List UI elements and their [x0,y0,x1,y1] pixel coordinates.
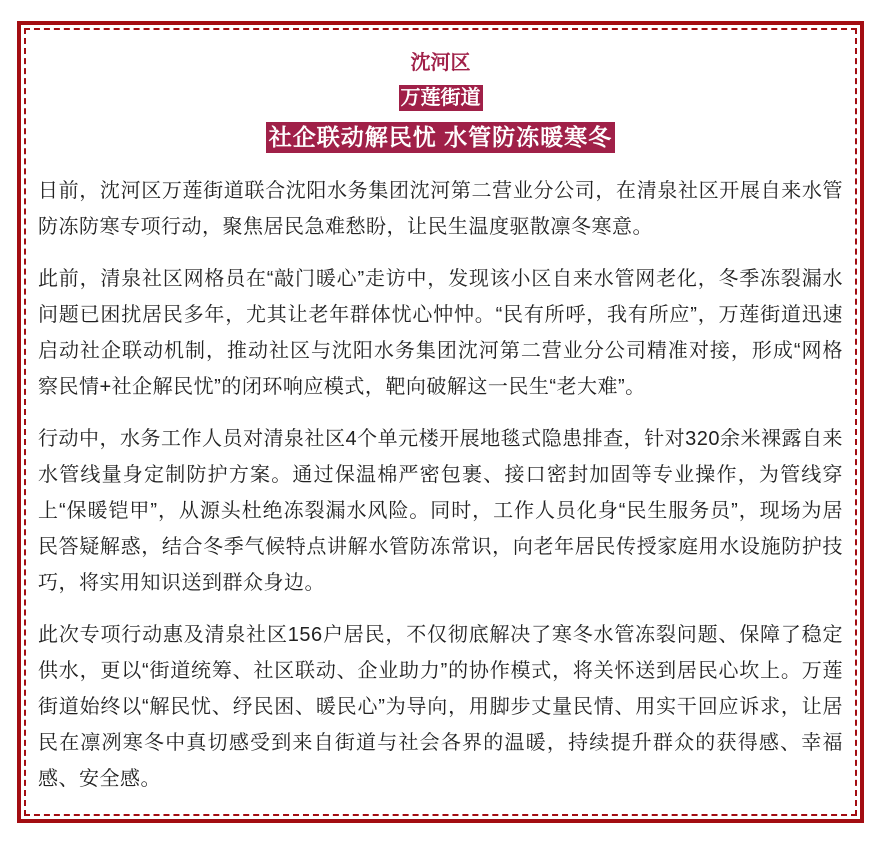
article-content [26,30,855,815]
street-title-row [38,85,843,111]
headline-row [38,122,843,153]
paragraph-3: 行动中，水务工作人员对清泉社区4个单元楼开展地毯式隐患排查，针对320余米裸露自来水管线量身定制防护方案。通过保温棉严密包裹、接口密封加固等专业操作，为管线穿上“保暖铠甲”，从源头杜绝冻裂漏水风险。同时，工作人员化身“民生服务员”，现场为居民答疑解惑，结合冬季气候特点讲解水管防冻常识，向老年居民传授家庭用水设施防护技巧，将实用知识送到群众身边。 [38,428,843,594]
article-body [38,173,843,797]
headline-badge: 社企联动解民忧 水管防冻暖寒冬 [266,122,615,153]
paragraph-4: 此次专项行动惠及清泉社区156户居民，不仅彻底解决了寒冬水管冻裂问题、保障了稳定供水，更以“街道统筹、社区联动、企业助力”的协作模式，将关怀送到居民心坎上。万莲街道始终以“解民忧、纾民困、暖民心”为导向，用脚步丈量民情、用实干回应诉求，让居民在凛冽寒冬中真切感受到来自街道与社会各界的温暖，持续提升群众的获得感、幸福感、安全感。 [38,624,843,790]
district-title: 沈河区 [410,52,471,74]
article-dashed-frame [24,28,857,816]
article-title-block [38,52,843,153]
street-title-badge: 万莲街道 [400,87,481,109]
article-outer-frame [17,21,864,823]
paragraph-1: 日前，沈河区万莲街道联合沈阳水务集团沈河第二营业分公司，在清泉社区开展自来水管防冻防寒专项行动，聚焦居民急难愁盼，让民生温度驱散凛冬寒意。 [38,180,843,238]
paragraph-2: 此前，清泉社区网格员在“敲门暖心”走访中，发现该小区自来水管网老化，冬季冻裂漏水问题已困扰居民多年，尤其让老年群体忧心忡忡。“民有所呼，我有所应”，万莲街道迅速启动社企联动机制，推动社区与沈阳水务集团沈河第二营业分公司精准对接，形成“网格察民情+社企解民忧”的闭环响应模式，靶向破解这一民生“老大难”。 [38,268,843,398]
